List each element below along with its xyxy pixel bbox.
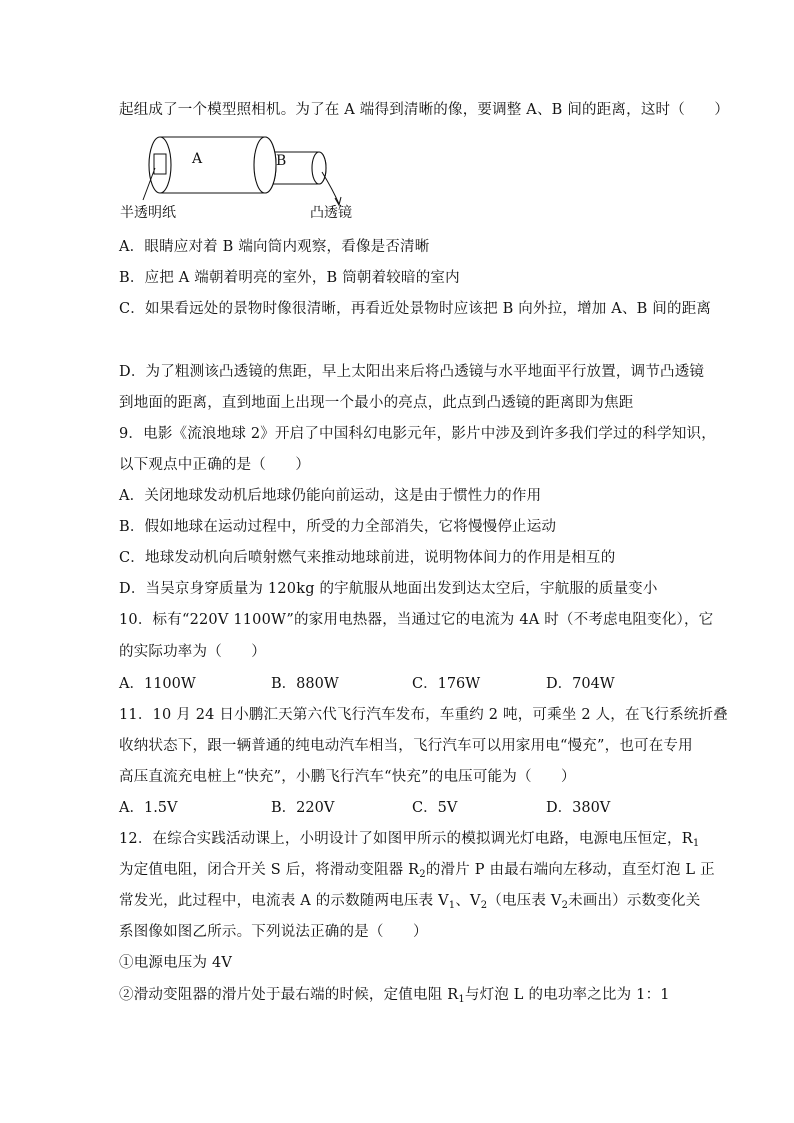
- q11-stem-line3: 高压直流充电桩上“快充”，小鹏飞行汽车“快充”的电压可能为（ ）: [119, 769, 576, 785]
- q8-option-d-line1: D．为了粗测该凸透镜的焦距，早上太阳出来后将凸透镜与水平地面平行放置，调节凸透镜: [119, 364, 705, 380]
- q11-option-a: A．1.5V: [119, 800, 178, 816]
- q10-option-a: A．1100W: [119, 676, 196, 692]
- q9-option-a: A．关闭地球发动机后地球仍能向前运动，这是由于惯性力的作用: [119, 488, 542, 504]
- q9-stem-line2: 以下观点中正确的是（ ）: [119, 457, 311, 473]
- model-camera-figure: [119, 132, 379, 227]
- q12-statement-1: ①电源电压为 4V: [119, 955, 233, 971]
- q9-option-b: B．假如地球在运动过程中，所受的力全部消失，它将慢慢停止运动: [119, 519, 557, 535]
- q9-option-d: D．当吴京身穿质量为 120kg 的宇航服从地面出发到达太空后，宇航服的质量变小: [119, 581, 658, 597]
- q12-statement-2: ②滑动变阻器的滑片处于最右端的时候，定值电阻 $R_1$与灯泡 L 的电功率之比为 1：1: [119, 987, 670, 1005]
- q9-stem-line1: 9．电影《流浪地球 2》开启了中国科幻电影元年，影片中涉及到许多我们学过的科学知识，: [119, 426, 716, 442]
- q8-option-d-line2: 到地面的距离，直到地面上出现一个最小的亮点，此点到凸透镜的距离即为焦距: [119, 395, 634, 411]
- q10-option-c: C．176W: [412, 676, 481, 692]
- q11-option-d: D．380V: [546, 800, 611, 816]
- q10-stem-line1: 10．标有“220V 1100W”的家用电热器，当通过它的电流为 4A 时（不考虑电阻变化），它: [119, 612, 714, 628]
- q12-stem-line2: 为定值电阻，闭合开关 S 后，将滑动变阻器 $R_2$的滑片 P 由最右端向左移动，直至灯泡 L 正: [119, 862, 715, 880]
- q11-stem-line1: 11．10 月 24 日小鹏汇天第六代飞行汽车发布，车重约 2 吨，可乘坐 2 人，在飞行系统折叠: [119, 707, 728, 723]
- q8-option-c: C．如果看远处的景物时像很清晰，再看近处景物时应该把 B 向外拉，增加 A、B 间的距离: [119, 301, 712, 317]
- q11-option-b: B．220V: [271, 800, 335, 816]
- q10-stem-line2: 的实际功率为（ ）: [119, 644, 266, 660]
- label-a: A: [192, 151, 203, 167]
- q9-option-c: C．地球发动机向后喷射燃气来推动地球前进，说明物体间力的作用是相互的: [119, 550, 616, 566]
- q10-option-d: D．704W: [546, 676, 615, 692]
- label-translucent-paper: 半透明纸: [120, 205, 176, 221]
- q8-option-a: A．眼睛应对着 B 端向筒内观察，看像是否清晰: [119, 239, 430, 255]
- q11-option-c: C．5V: [412, 800, 458, 816]
- q11-stem-line2: 收纳状态下，跟一辆普通的纯电动汽车相当，飞行汽车可以用家用电“慢充”，也可在专用: [119, 738, 693, 754]
- q12-stem-line1: 12．在综合实践活动课上，小明设计了如图甲所示的模拟调光灯电路，电源电压恒定，$R_1$: [119, 831, 700, 849]
- q10-option-b: B．880W: [271, 676, 339, 692]
- q12-stem-line3: 常发光，此过程中，电流表 A 的示数随两电压表 $V_1$、$V_2$（电压表 $V_2$未画出）示数变化关: [119, 893, 701, 911]
- q8-option-b: B．应把 A 端朝着明亮的室外，B 筒朝着较暗的室内: [119, 270, 460, 286]
- label-b: B: [276, 153, 287, 169]
- label-convex-lens: 凸透镜: [310, 205, 352, 221]
- q12-stem-line4: 系图像如图乙所示。下列说法正确的是（ ）: [119, 924, 428, 940]
- q8-stem-end: 起组成了一个模型照相机。为了在 A 端得到清晰的像，要调整 A、B 间的距离，这时（ ）: [119, 102, 730, 118]
